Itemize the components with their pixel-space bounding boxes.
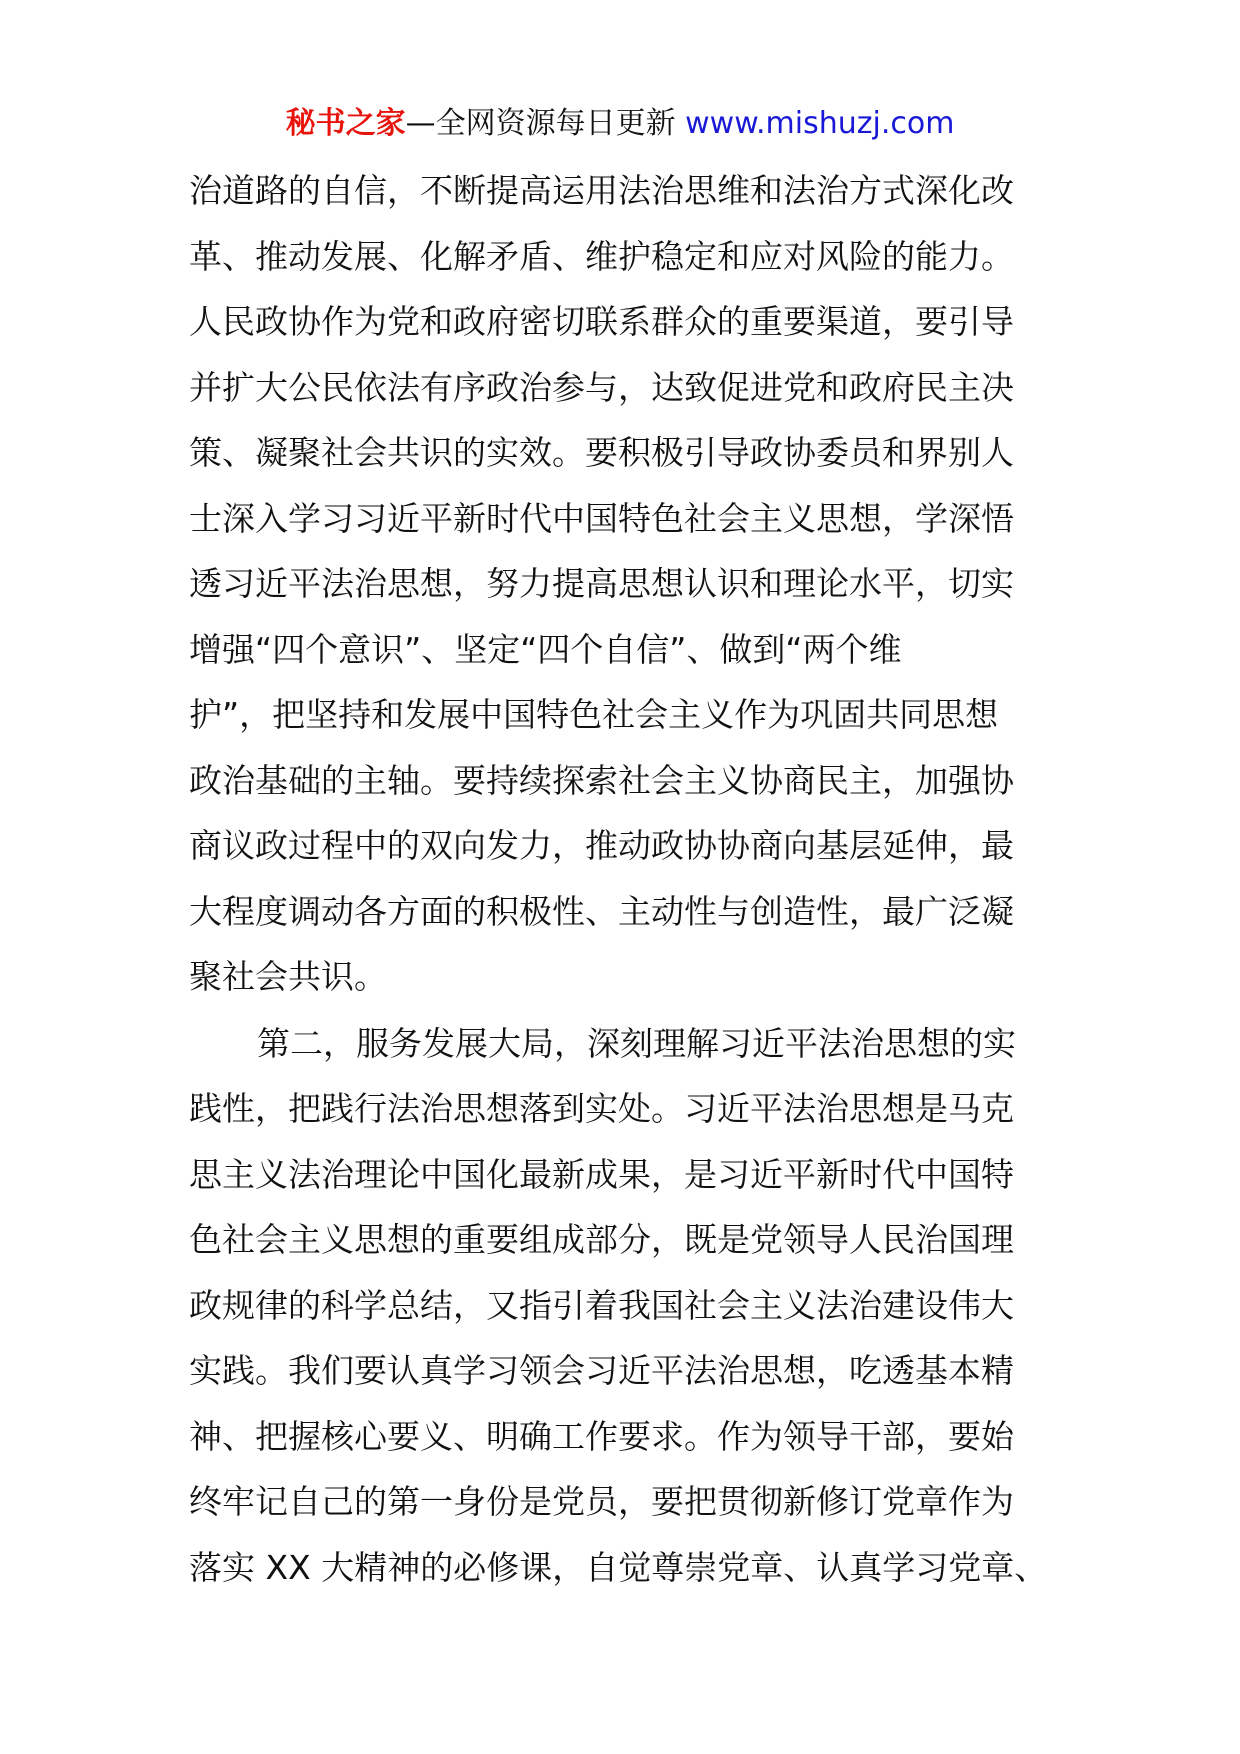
body-line: 色社会主义思想的重要组成部分，既是党领导人民治国理 xyxy=(189,1220,1014,1259)
body-line: 终牢记自己的第一身份是党员，要把贯彻新修订党章作为 xyxy=(189,1482,1014,1521)
body-line: 并扩大公民依法有序政治参与，达致促进党和政府民主决 xyxy=(189,367,1014,407)
body-line: 思主义法治理论中国化最新成果，是习近平新时代中国特 xyxy=(189,1154,1014,1194)
body-line: 政治基础的主轴。要持续探索社会主义协商民主，加强协 xyxy=(189,760,1014,800)
site-url-link[interactable]: www.mishuzj.com xyxy=(685,106,955,141)
body-line: 护”，把坚持和发展中国特色社会主义作为巩固共同思想 xyxy=(189,695,999,734)
body-line: 革、推动发展、化解矛盾、维护稳定和应对风险的能力。 xyxy=(189,236,1014,276)
body-line: 策、凝聚社会共识的实效。要积极引导政协委员和界别人 xyxy=(189,433,1014,472)
body-line: 实践。我们要认真学习领会习近平法治思想，吃透基本精 xyxy=(189,1351,1014,1390)
site-header xyxy=(0,104,1240,144)
body-line: 聚社会共识。 xyxy=(189,957,387,996)
body-line: 神、把握核心要义、明确工作要求。作为领导干部，要始 xyxy=(189,1416,1014,1456)
body-line: 大程度调动各方面的积极性、主动性与创造性，最广泛凝 xyxy=(189,891,1014,931)
site-tagline: —全网资源每日更新 xyxy=(405,106,676,141)
body-line: 践性，把践行法治思想落到实处。习近平法治思想是马克 xyxy=(189,1089,1014,1128)
body-line: 增强“四个意识”、坚定“四个自信”、做到“两个维 xyxy=(189,629,902,669)
site-brand: 秘书之家 xyxy=(285,106,406,141)
body-line: 透习近平法治思想，努力提高思想认识和理论水平，切实 xyxy=(189,564,1014,603)
body-line: 政规律的科学总结，又指引着我国社会主义法治建设伟大 xyxy=(189,1285,1014,1325)
document-body xyxy=(189,158,1059,1600)
body-line: 士深入学习习近平新时代中国特色社会主义思想，学深悟 xyxy=(189,498,1014,538)
body-line: 治道路的自信，不断提高运用法治思维和法治方式深化改 xyxy=(189,171,1014,210)
body-line: 商议政过程中的双向发力，推动政协协商向基层延伸，最 xyxy=(189,826,1014,865)
body-line: 落实 XX 大精神的必修课，自觉尊崇党章、认真学习党章、 xyxy=(189,1547,1048,1587)
body-line: 人民政协作为党和政府密切联系群众的重要渠道，要引导 xyxy=(189,302,1014,341)
paragraph-start-line: 第二，服务发展大局，深刻理解习近平法治思想的实 xyxy=(257,1023,1016,1063)
